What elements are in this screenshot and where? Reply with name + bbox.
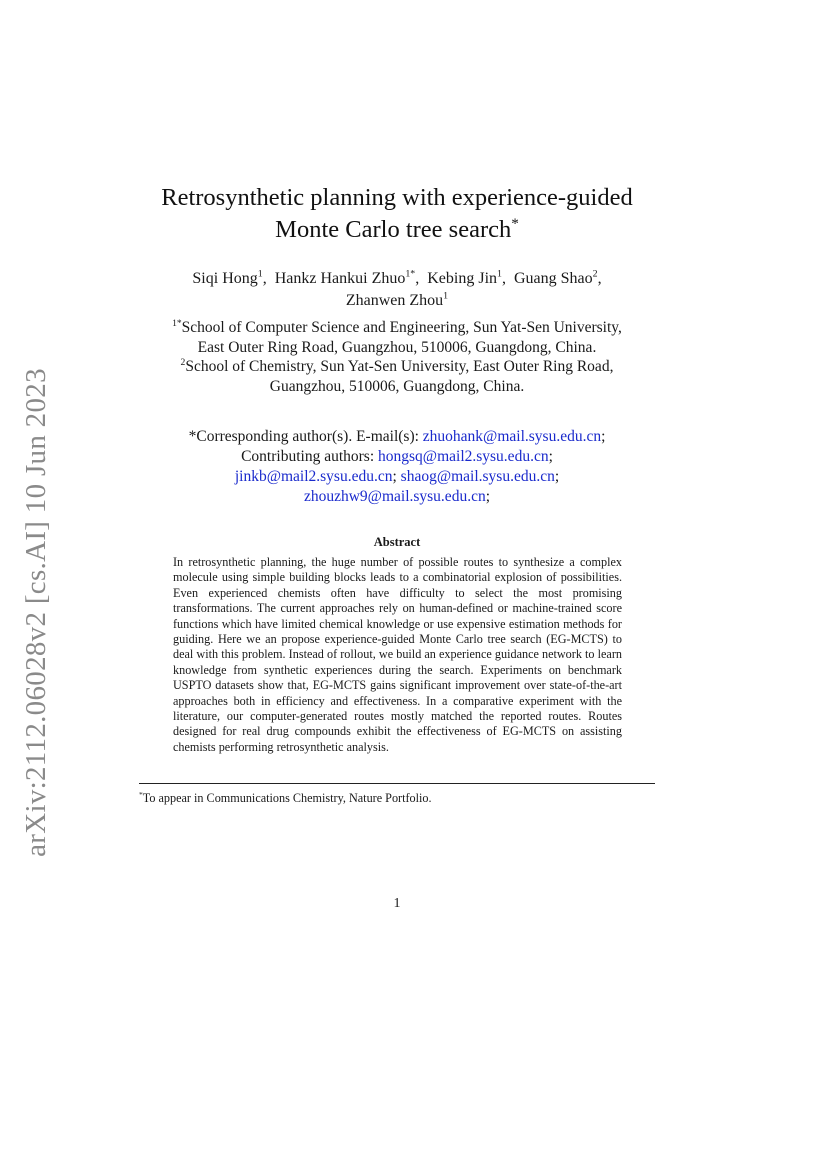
footnote-text: To appear in Communications Chemistry, Nature Portfolio.	[142, 791, 432, 805]
title-line-1: Retrosynthetic planning with experience-guided	[161, 184, 633, 211]
email-separator: ;	[601, 428, 606, 445]
footnote-mark: *	[139, 789, 143, 799]
email-separator: ;	[548, 448, 553, 465]
footnote	[139, 791, 655, 806]
author-name: Zhanwen Zhou	[345, 292, 444, 309]
author-affiliation-mark: 1*	[405, 268, 416, 280]
contributing-email-link[interactable]: zhouzhw9@mail.sysu.edu.cn	[303, 488, 486, 505]
author-affiliation-mark: 1	[497, 268, 502, 280]
affiliation-2-mark: 2	[180, 356, 186, 368]
title-line-2-text: Monte Carlo tree search	[275, 216, 512, 243]
author-affiliation-mark: 1	[257, 268, 263, 280]
author-name: Guang Shao	[513, 270, 593, 287]
email-separator: ;	[554, 468, 560, 485]
affiliation-2-line-1	[150, 357, 644, 377]
abstract-body: In retrosynthetic planning, the huge number of possible routes to synthesize a complex molecule using simple building blocks leads to a combinatorial explosion of possibilities. Even experienced chemists often have difficulty to select the most promising transformations. The current approaches rely on human-defined or machine-trained score functions which have limited chemical knowledge or use expensive estimation methods for guiding. Here we an propose experience-guided Monte Carlo tree search (EG-MCTS) to deal with this problem. Instead of rollout, we build an experience guidance network to learn knowledge from synthetic experiences during the search. Experiments on benchmark USPTO datasets show that, EG-MCTS gains significant improvement over state-of-the-art approaches both in efficiency and effectiveness. In a comparative experiment with the literature, our computer-generated routes mostly matched the reported routes. Routes designed for real drug compounds exhibit the effectiveness of EG-MCTS on assisting chemists performing retrosynthetic analysis.	[173, 555, 622, 754]
abstract-heading: Abstract	[373, 535, 421, 549]
author-line-1: Siqi Hong$^1$, Hankz Hankui Zhuo$^{1*}$, Kebing Jin$^1$, Guang Shao$^2$,	[192, 268, 602, 287]
contributing-label: Contributing authors:	[241, 448, 375, 465]
corresponding-label: *Corresponding author(s). E-mail(s):	[188, 428, 419, 445]
affiliation-1-line-2: East Outer Ring Road, Guangzhou, 510006, Guangdong, China.	[197, 338, 597, 356]
contributing-line	[150, 447, 644, 467]
contributing-email-link[interactable]: jinkb@mail2.sysu.edu.cn	[234, 468, 393, 485]
contributing-email-link[interactable]: hongsq@mail2.sysu.edu.cn	[378, 448, 549, 465]
author-line-2	[140, 290, 654, 312]
affiliation-2-line-2: Guangzhou, 510006, Guangdong, China.	[269, 377, 525, 395]
title-line-2	[140, 214, 654, 246]
email-separator: ;	[392, 468, 397, 485]
email-separator: ;	[485, 488, 491, 505]
author-name: Siqi Hong	[192, 270, 258, 287]
author-affiliation-mark: 1	[443, 290, 449, 302]
affiliation-1-text: School of Computer Science and Engineering, Sun Yat-Sen University,	[181, 319, 622, 336]
author-list	[140, 268, 654, 312]
arxiv-identifier	[16, 368, 56, 857]
contributing-email-link[interactable]: shaog@mail.sysu.edu.cn	[400, 468, 555, 485]
contributing-emails-line	[150, 467, 644, 487]
author-affiliation-mark: 2	[592, 268, 598, 280]
title-footnote-mark: *	[511, 214, 519, 232]
affiliation-2-text: School of Chemistry, Sun Yat-Sen University, East Outer Ring Road,	[185, 358, 614, 375]
affiliation-1-line-1	[150, 318, 644, 338]
author-name: Kebing Jin	[427, 270, 498, 287]
affiliation-1-mark: 1*	[172, 317, 182, 329]
footnote-divider	[139, 783, 655, 784]
contact-info	[150, 427, 644, 507]
corresponding-email-link[interactable]: zhuohank@mail.sysu.edu.cn	[422, 428, 602, 445]
arxiv-identifier-text: arXiv:2112.06028v2 [cs.AI] 10 Jun 2023	[19, 368, 52, 857]
author-name: Hankz Hankui Zhuo	[274, 270, 406, 287]
contributing-emails-line	[150, 487, 644, 507]
affiliations	[150, 318, 644, 396]
corresponding-line	[150, 427, 644, 447]
page-number: 1	[393, 896, 401, 911]
paper-title	[140, 182, 654, 246]
